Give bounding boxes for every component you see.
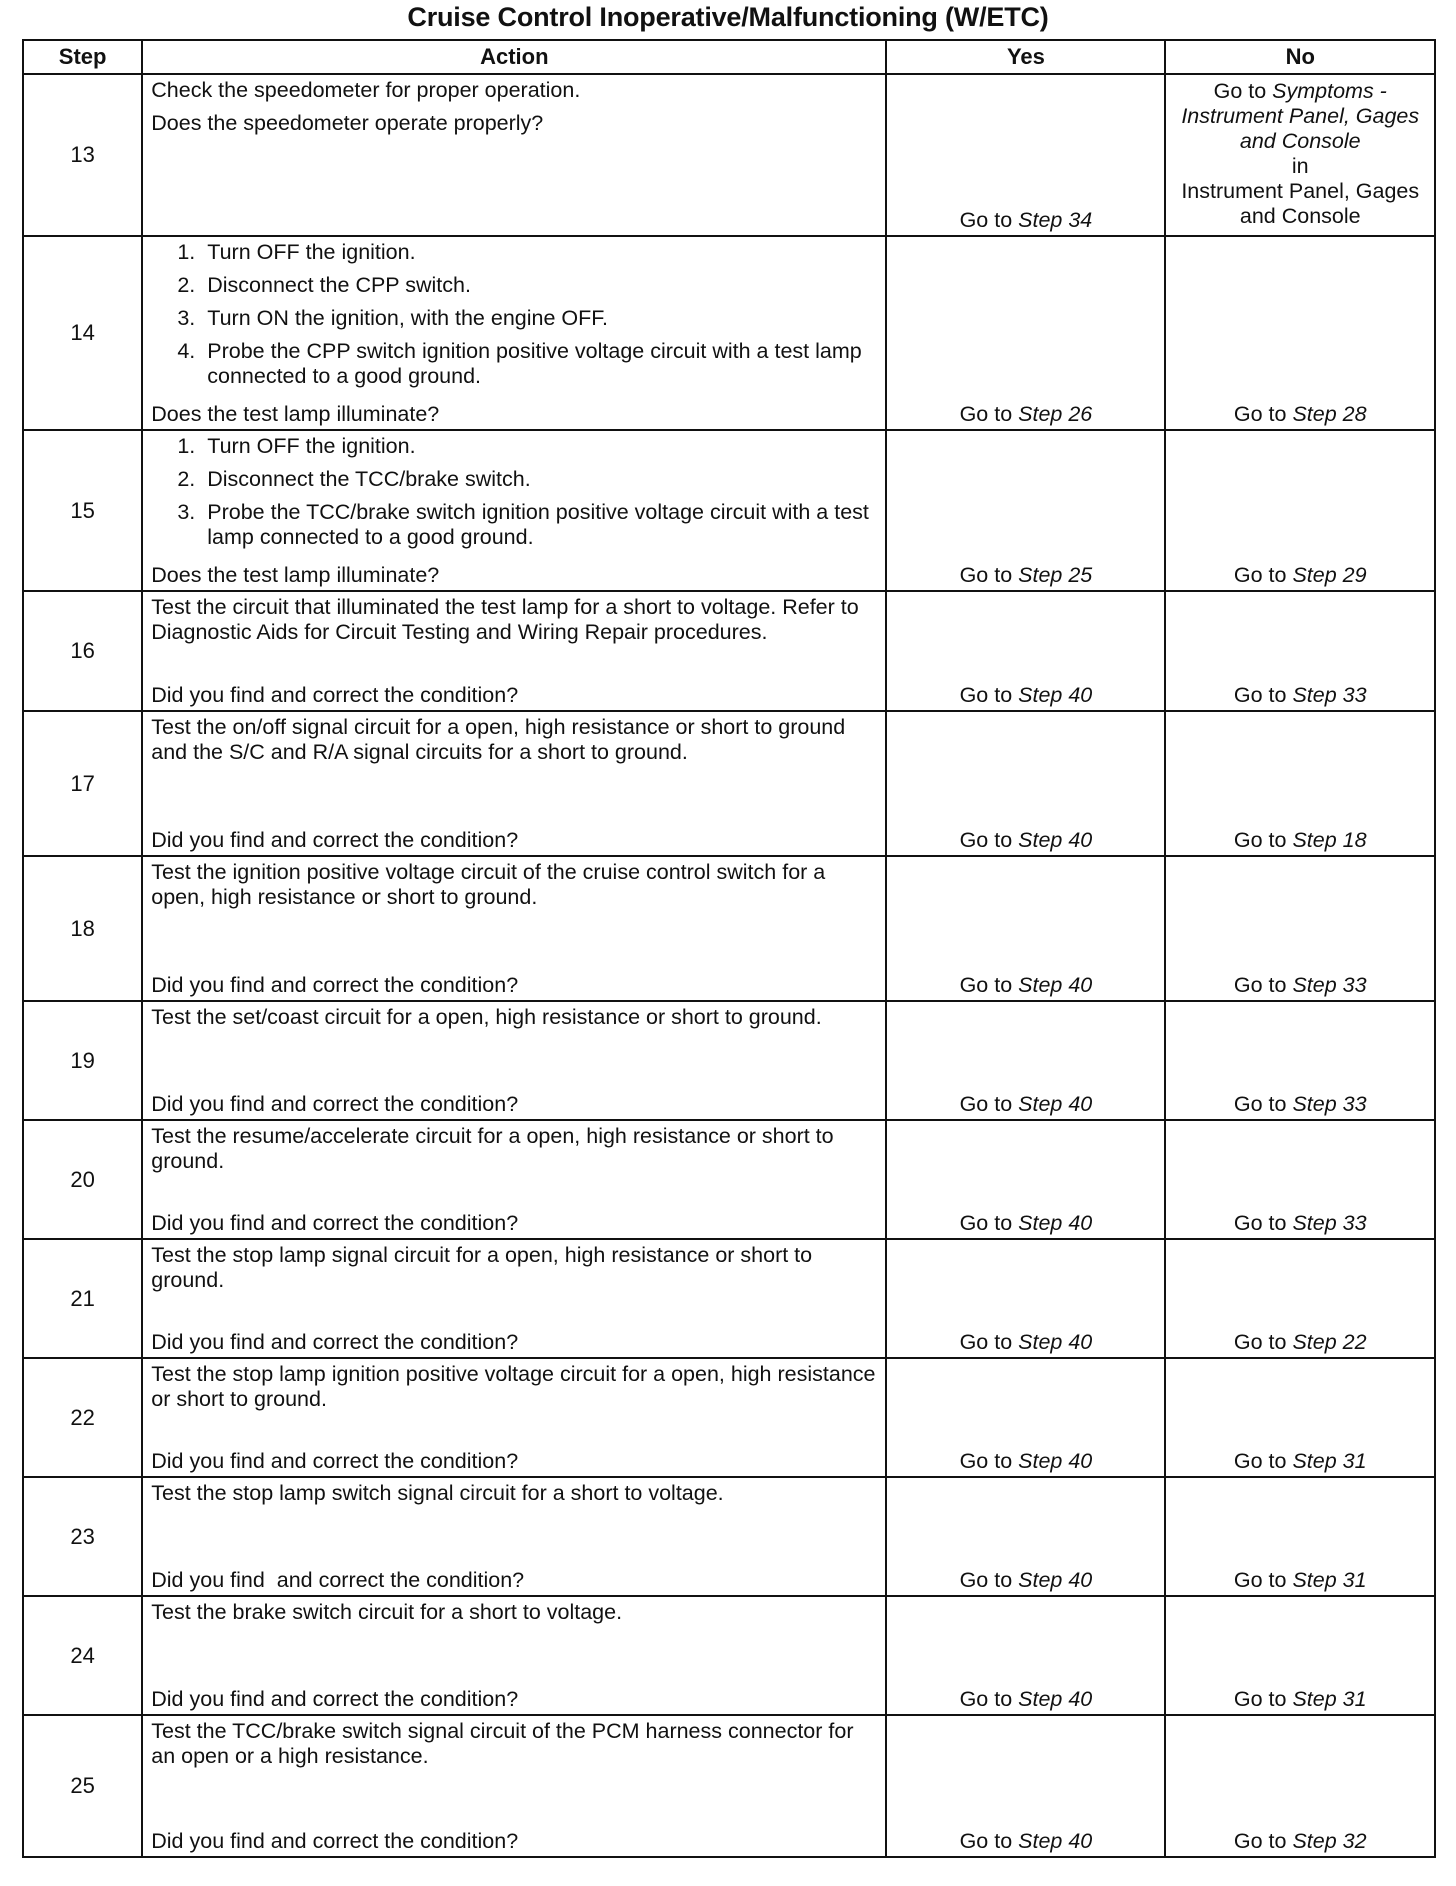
step-number: 18: [23, 856, 142, 1001]
no-cell: Go to Step 29: [1165, 430, 1435, 591]
step-number: 16: [23, 591, 142, 711]
no-cell: Go to Symptoms - Instrument Panel, Gages and Console in Instrument Panel, Gages and Console: [1165, 74, 1435, 236]
list-item: 4. Probe the CPP switch ignition positive voltage circuit with a test lamp connected to a good ground.: [201, 339, 877, 389]
no-step-link[interactable]: Step 32: [1292, 1829, 1367, 1853]
action-cell: [142, 1001, 886, 1120]
action-text: Test the stop lamp signal circuit for a open, high resistance or short to ground.: [151, 1243, 813, 1292]
no-step-link[interactable]: Step 28: [1292, 402, 1367, 426]
yes-cell: Go to Step 40: [886, 1715, 1165, 1857]
table-row: [23, 1358, 1435, 1477]
yes-step-link[interactable]: Step 25: [1018, 563, 1093, 587]
step-number: 20: [23, 1120, 142, 1239]
yes-step-link[interactable]: Step 34: [1018, 208, 1093, 232]
yes-cell: Go to Step 40: [886, 1596, 1165, 1715]
yes-cell: Go to Step 40: [886, 591, 1165, 711]
action-cell: [142, 236, 886, 430]
question-text: Does the test lamp illuminate?: [151, 402, 440, 426]
yes-cell: Go to Step 40: [886, 1239, 1165, 1358]
no-cell: Go to Step 22: [1165, 1239, 1435, 1358]
yes-cell: Go to Step 40: [886, 711, 1165, 856]
no-cell: Go to Step 28: [1165, 236, 1435, 430]
yes-step-link[interactable]: Step 40: [1018, 1829, 1093, 1853]
table-row: [23, 1239, 1435, 1358]
no-step-link[interactable]: Step 31: [1292, 1568, 1367, 1592]
no-step-link[interactable]: Step 33: [1292, 1092, 1367, 1116]
action-cell: [142, 856, 886, 1001]
action-text: Test the brake switch circuit for a short to voltage.: [151, 1600, 623, 1624]
step-number: 21: [23, 1239, 142, 1358]
list-item: 1. Turn OFF the ignition.: [201, 240, 877, 265]
step-number: 17: [23, 711, 142, 856]
list-item: 2. Disconnect the TCC/brake switch.: [201, 467, 877, 492]
yes-cell: Go to Step 26: [886, 236, 1165, 430]
no-cell: Go to Step 31: [1165, 1596, 1435, 1715]
action-cell: [142, 1358, 886, 1477]
step-number: 19: [23, 1001, 142, 1120]
question-text: Did you find and correct the condition?: [151, 1092, 519, 1116]
no-cell: Go to Step 31: [1165, 1358, 1435, 1477]
step-number: 25: [23, 1715, 142, 1857]
action-text: Test the stop lamp switch signal circuit for a short to voltage.: [151, 1481, 724, 1505]
table-row: [23, 856, 1435, 1001]
table-header-row: [23, 40, 1435, 74]
table-row: [23, 1001, 1435, 1120]
yes-cell: Go to Step 40: [886, 1120, 1165, 1239]
list-item: 3. Probe the TCC/brake switch ignition positive voltage circuit with a test lamp connected to a good ground.: [201, 500, 877, 550]
table-row: [23, 1477, 1435, 1596]
yes-step-link[interactable]: Step 40: [1018, 973, 1093, 997]
header-no: No: [1165, 40, 1435, 74]
action-text: Test the resume/accelerate circuit for a open, high resistance or short to ground.: [151, 1124, 834, 1173]
question-text: Does the speedometer operate properly?: [151, 111, 544, 135]
header-action: Action: [142, 40, 886, 74]
procedure-list: [151, 240, 877, 389]
list-item: 1. Turn OFF the ignition.: [201, 434, 877, 459]
no-step-link[interactable]: Step 22: [1292, 1330, 1367, 1354]
table-row: [23, 1120, 1435, 1239]
table-row: [23, 711, 1435, 856]
step-number: 24: [23, 1596, 142, 1715]
action-cell: [142, 1239, 886, 1358]
page-title: Cruise Control Inoperative/Malfunctioning (W/ETC): [407, 2, 1049, 32]
step-number: 14: [23, 236, 142, 430]
action-cell: [142, 1596, 886, 1715]
step-number: 23: [23, 1477, 142, 1596]
symptoms-link[interactable]: Symptoms - Instrument Panel, Gages and Console: [1181, 79, 1420, 153]
header-yes: Yes: [886, 40, 1165, 74]
step-number: 15: [23, 430, 142, 591]
question-text: Did you find and correct the condition?: [151, 1211, 519, 1235]
action-cell: [142, 1120, 886, 1239]
question-text: Did you find and correct the condition?: [151, 973, 519, 997]
question-text: Did you find and correct the condition?: [151, 1330, 519, 1354]
action-text: Check the speedometer for proper operation.: [151, 78, 581, 102]
manual-section: Instrument Panel, Gages and Console: [1181, 179, 1420, 228]
no-step-link[interactable]: Step 33: [1292, 683, 1367, 707]
no-cell: Go to Step 18: [1165, 711, 1435, 856]
yes-step-link[interactable]: Step 40: [1018, 1687, 1093, 1711]
action-cell: [142, 74, 886, 236]
yes-step-link[interactable]: Step 40: [1018, 1211, 1093, 1235]
no-step-link[interactable]: Step 29: [1292, 563, 1367, 587]
no-step-link[interactable]: Step 33: [1292, 1211, 1367, 1235]
header-step: Step: [23, 40, 142, 74]
diagnostic-table: [22, 39, 1436, 1858]
action-cell: [142, 591, 886, 711]
yes-cell: Go to Step 40: [886, 1477, 1165, 1596]
action-cell: [142, 1715, 886, 1857]
question-text: Did you find and correct the condition?: [151, 683, 519, 707]
procedure-list: [151, 434, 877, 550]
table-row: [23, 591, 1435, 711]
action-text: Test the stop lamp ignition positive voltage circuit for a open, high resistance or short to ground.: [151, 1362, 876, 1411]
action-text: Test the set/coast circuit for a open, high resistance or short to ground.: [151, 1005, 822, 1029]
action-text: Test the TCC/brake switch signal circuit of the PCM harness connector for an open or a high resistance.: [151, 1719, 854, 1768]
yes-cell: Go to Step 40: [886, 1358, 1165, 1477]
action-text: Test the ignition positive voltage circuit of the cruise control switch for a open, high resistance or short to ground.: [151, 860, 826, 909]
yes-cell: Go to Step 40: [886, 856, 1165, 1001]
yes-step-link[interactable]: Step 40: [1018, 1568, 1093, 1592]
question-text: Did you find and correct the condition?: [151, 1829, 519, 1853]
question-text: Did you find and correct the condition?: [151, 1449, 519, 1473]
no-step-link[interactable]: Step 33: [1292, 973, 1367, 997]
question-text: Did you find and correct the condition?: [151, 828, 519, 852]
question-text: Did you find and correct the condition?: [151, 1568, 525, 1592]
table-row: [23, 74, 1435, 236]
yes-step-link[interactable]: Step 40: [1018, 1330, 1093, 1354]
table-row: [23, 236, 1435, 430]
action-text: Test the on/off signal circuit for a open, high resistance or short to ground and the S/C and R/A signal circuits for a short to ground.: [151, 715, 846, 764]
action-text: Test the circuit that illuminated the test lamp for a short to voltage. Refer to Diagnostic Aids for Circuit Testing and Wiring Repair procedures.: [151, 595, 859, 644]
no-cell: Go to Step 33: [1165, 856, 1435, 1001]
action-cell: [142, 430, 886, 591]
no-cell: Go to Step 32: [1165, 1715, 1435, 1857]
no-step-link[interactable]: Step 18: [1292, 828, 1367, 852]
table-row: [23, 1596, 1435, 1715]
yes-step-link[interactable]: Step 26: [1018, 402, 1093, 426]
yes-step-link[interactable]: Step 40: [1018, 683, 1093, 707]
list-item: 3. Turn ON the ignition, with the engine OFF.: [201, 306, 877, 331]
action-cell: [142, 1477, 886, 1596]
list-item: 2. Disconnect the CPP switch.: [201, 273, 877, 298]
step-number: 22: [23, 1358, 142, 1477]
yes-step-link[interactable]: Step 40: [1018, 828, 1093, 852]
no-step-link[interactable]: Step 31: [1292, 1449, 1367, 1473]
yes-cell: Go to Step 25: [886, 430, 1165, 591]
table-row: [23, 430, 1435, 591]
no-cell: Go to Step 33: [1165, 1120, 1435, 1239]
no-cell: Go to Step 33: [1165, 1001, 1435, 1120]
no-cell: Go to Step 31: [1165, 1477, 1435, 1596]
yes-step-link[interactable]: Step 40: [1018, 1449, 1093, 1473]
yes-cell: Go to Step 34: [886, 74, 1165, 236]
action-cell: [142, 711, 886, 856]
no-step-link[interactable]: Step 31: [1292, 1687, 1367, 1711]
yes-cell: Go to Step 40: [886, 1001, 1165, 1120]
table-row: [23, 1715, 1435, 1857]
yes-step-link[interactable]: Step 40: [1018, 1092, 1093, 1116]
question-text: Does the test lamp illuminate?: [151, 563, 440, 587]
step-number: 13: [23, 74, 142, 236]
question-text: Did you find and correct the condition?: [151, 1687, 519, 1711]
no-cell: Go to Step 33: [1165, 591, 1435, 711]
